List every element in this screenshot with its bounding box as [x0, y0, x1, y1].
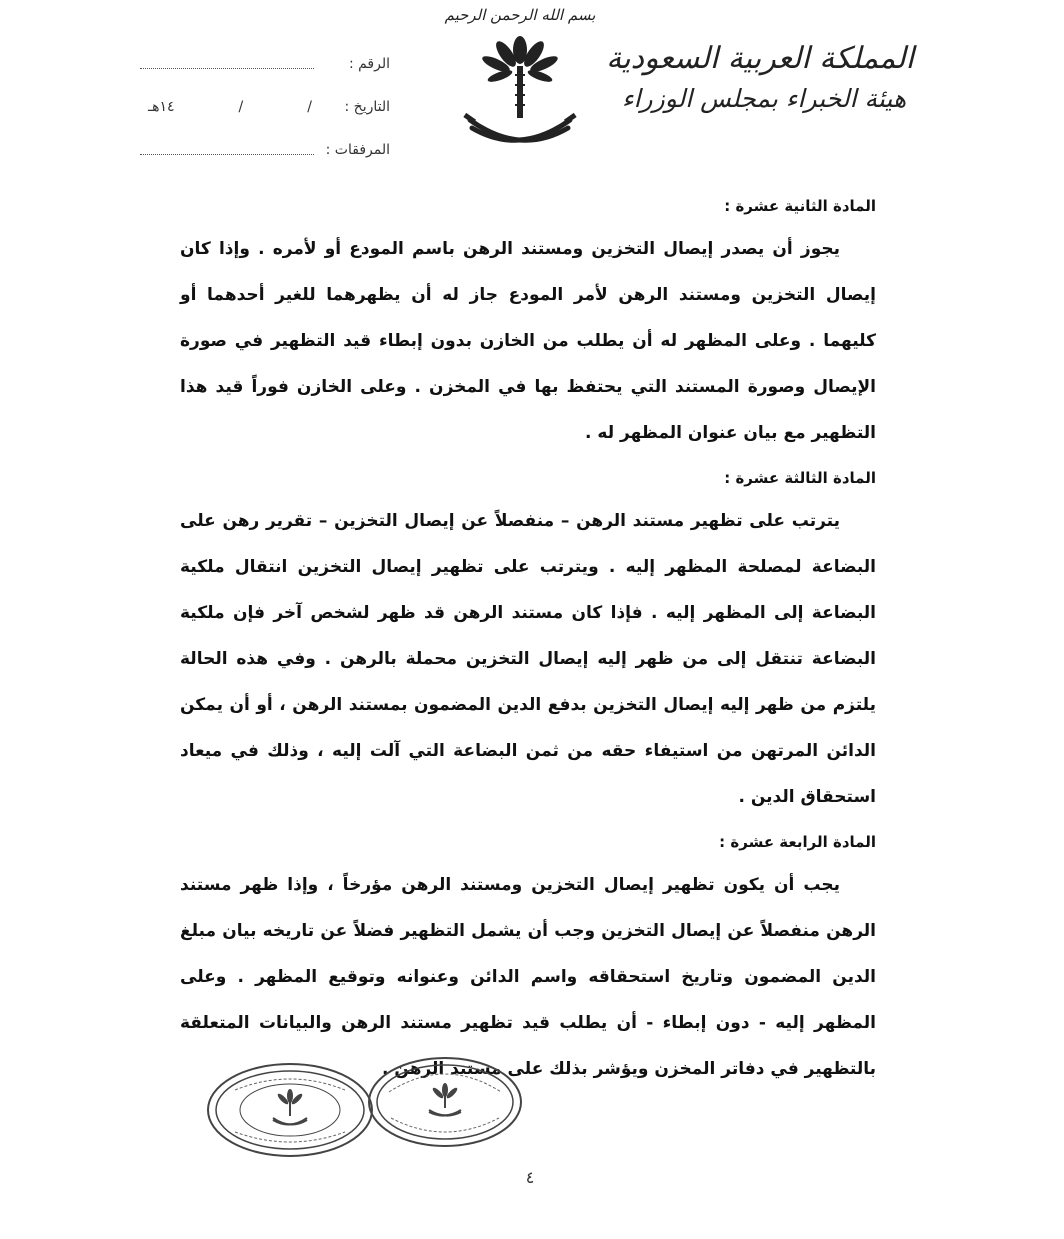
letterhead-emblem-block [440, 6, 600, 158]
article-heading: المادة الثالثة عشرة : [724, 469, 876, 487]
attachments-label: المرفقات : [325, 141, 390, 158]
article-paragraph: يجوز أن يصدر إيصال التخزين ومستند الرهن باسم المودع أو لأمره . وإذا كان إيصال التخزين ومستند الرهن لأمر المودع جاز له أن يظهرهما للغير أحدهما أو كليهما . وعلى المظهر له أن يطلب من الخازن بدون إبطاء قيد التظهير في صورة الإيصال وصورة المستند التي يحتفظ بها في المخزن . وعلى الخازن فوراً قيد هذا التظهير مع بيان عنوان المظهر له . [180, 239, 876, 443]
document-body [180, 186, 876, 1092]
palm-and-swords-icon [440, 28, 600, 158]
attachments-blank-line [140, 144, 314, 155]
date-separator: / [238, 98, 244, 115]
letterhead-meta-block [140, 42, 390, 171]
date-separator: / [307, 98, 312, 115]
kingdom-name: المملكة العربية السعودية [606, 41, 914, 76]
official-seal-icon [365, 1052, 525, 1156]
reference-number-row [140, 42, 390, 85]
reference-blank-line [140, 58, 314, 69]
article-paragraph: يجب أن يكون تظهير إيصال التخزين ومستند الرهن مؤرخاً ، وإذا ظهر مستند الرهن منفصلاً عن إيصال التخزين وجب أن يشمل التظهير فضلاً عن تاريخه بيان مبلغ الدين المضمون وتاريخ استحقاقه واسم الدائن وعنوانه وتوقيع المظهر . وعلى المظهر إليه - دون إبطاء - أن يطلب قيد تظهير مستند الرهن والبيانات المتعلقة بالتظهير في دفاتر المخزن ويؤشر بذلك على مستند الرهن . [180, 875, 876, 1079]
attachments-row [140, 128, 390, 171]
official-seal-icon [205, 1060, 375, 1164]
authority-name: هيئة الخبراء بمجلس الوزراء [621, 84, 907, 113]
date-blank [140, 99, 320, 115]
article-heading: المادة الرابعة عشرة : [719, 833, 876, 851]
basmala: بسم الله الرحمن الرحيم [444, 6, 596, 24]
date-row [140, 85, 390, 128]
article-heading: المادة الثانية عشرة : [724, 197, 876, 215]
reference-label: الرقم : [348, 55, 390, 72]
article [180, 186, 876, 456]
article-paragraph: يترتب على تظهير مستند الرهن – منفصلاً عن إيصال التخزين – تقرير رهن على البضاعة لمصلحة المظهر إليه . ويترتب على تظهير إيصال التخزين انتقال ملكية البضاعة إلى المظهر إليه . فإذا كان مستند الرهن قد ظهر لشخص آخر فإن ملكية البضاعة تنتقل إلى من ظهر إليه إيصال التخزين محملة بالرهن . وفي هذه الحالة يلتزم من ظهر إليه إيصال التخزين بدفع الدين المضمون بمستند الرهن ، أو أن يمكن الدائن المرتهن من استيفاء حقه من ثمن البضاعة التي آلت إليه ، وذلك في ميعاد استحقاق الدين . [180, 511, 876, 807]
article [180, 458, 876, 820]
seals-area [205, 1052, 525, 1162]
date-suffix: ١٤هـ [148, 98, 175, 115]
letterhead-title-block [606, 38, 914, 118]
date-label: التاريخ : [344, 98, 390, 115]
page-number: ٤ [525, 1168, 535, 1187]
